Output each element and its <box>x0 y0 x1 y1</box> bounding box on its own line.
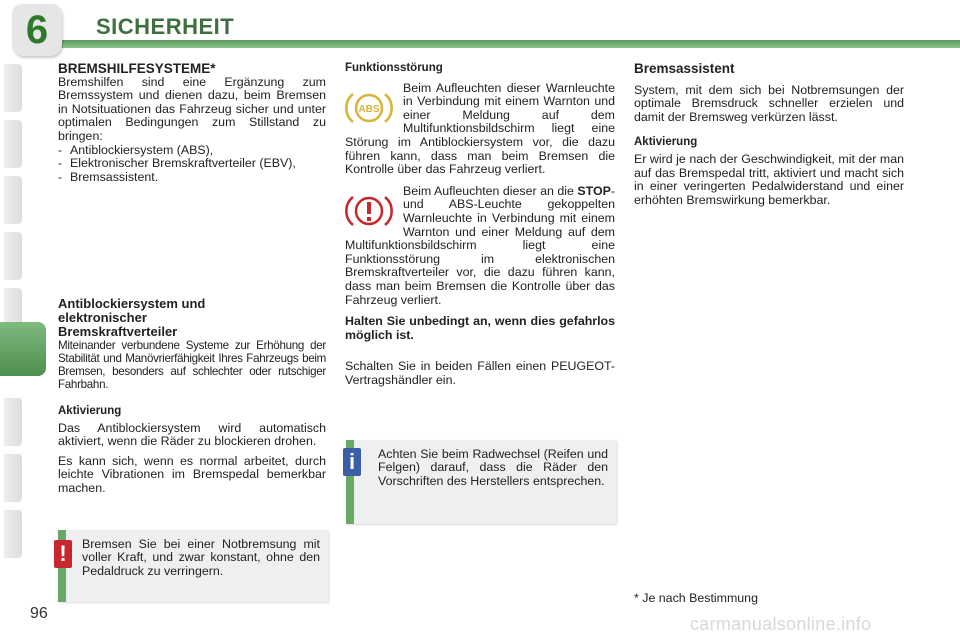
abs-warning-light-icon <box>345 88 393 128</box>
brake-assist-paragraph: System, mit dem sich bei Notbremsungen der optimale Bremsdruck schneller erzielen und damit der Bremsweg verkürzen lässt. <box>634 82 904 124</box>
chapter-tab-8[interactable] <box>4 454 22 502</box>
page-number: 96 <box>30 605 48 622</box>
chapter-tabs <box>0 58 46 578</box>
brake-warning-light-icon <box>345 191 393 231</box>
activation-heading: Aktivierung <box>58 405 122 417</box>
chapter-tab-4[interactable] <box>4 232 22 280</box>
info-note: Achten Sie beim Radwechsel (Reifen und Felgen) darauf, dass die Räder den Vorschriften des Herstellers entsprechen. <box>346 440 616 524</box>
footnote: * Je nach Bestimmung <box>634 591 758 605</box>
abs-heading: Antiblockiersystem und elektronischer Bremskraftverteiler <box>58 296 206 339</box>
chapter-tab-2[interactable] <box>4 120 22 168</box>
malfunction-paragraph-2: Beim Aufleuchten dieser an die STOP- und ABS-Leuchte gekoppelten Warnleuchte in Verbindung mit einem Warnton und einer Meldung auf dem Multifunktionsbildschirm liegt eine Funktionsstörung im elektronischen Bremskraftverteiler vor, die dazu führen kann, dass man beim Bremsen die Kontrolle über das Fahrzeug verliert. <box>345 184 615 307</box>
stop-instruction: Halten Sie unbedingt an, wenn dies gefahrlos möglich ist. <box>345 314 615 342</box>
activation-paragraph-1: Das Antiblockiersystem wird automatisch aktiviert, wenn die Räder zu blockieren drohen. <box>58 420 326 449</box>
list-item: - Bremsassistent. <box>58 169 159 184</box>
chapter-tab-9[interactable] <box>4 510 22 558</box>
column-right <box>634 62 904 207</box>
intro-paragraph: Bremshilfen sind eine Ergänzung zum Bremssystem und dienen dazu, beim Bremsen in Notsituationen das Fahrzeug sicher und unter optimalen Bedingungen zum Stillstand zu bringen: <box>58 74 326 143</box>
warning-note: Bremsen Sie bei einer Notbremsung mit voller Kraft, und zwar konstant, ohne den Pedaldruck zu verringern. <box>58 530 328 602</box>
chapter-tab-7[interactable] <box>4 398 22 446</box>
svg-text:ABS: ABS <box>358 103 380 115</box>
chapter-tab-3[interactable] <box>4 176 22 224</box>
abs-intro: Miteinander verbundene Systeme zur Erhöhung der Stabilität und Manövrierfähigkeit Ihres Fahrzeugs beim Bremsen, besonders auf schlechter oder rutschiger Fahrbahn. <box>58 339 326 391</box>
malfunction-paragraph-1: Beim Aufleuchten dieser Warnleuchte in Verbindung mit einem Warnton und einer Meldung auf dem Multifunktionsbildschirm liegt eine Störung im Antiblockiersystem vor, die dazu führen kann, dass man beim Bremsen die Kontrolle über das Fahrzeug verliert. <box>345 81 615 177</box>
list-item: - Elektronischer Bremskraftverteiler (EBV), <box>58 156 296 171</box>
footer-watermark: carmanualsonline.info <box>690 614 872 634</box>
warning-icon: ! <box>54 540 72 568</box>
header-rule <box>60 40 960 48</box>
activation-paragraph-2: Es kann sich, wenn es normal arbeitet, durch leichte Vibrationen im Bremspedal bemerkbar machen. <box>58 453 326 495</box>
brake-warning-block <box>345 185 615 307</box>
brake-assist-heading: Bremsassistent <box>634 61 735 76</box>
brake-assist-activation-heading: Aktivierung <box>634 136 698 149</box>
section-title: BREMSHILFESYSTEME* <box>58 61 216 76</box>
chapter-tab-6-active[interactable] <box>0 322 46 376</box>
column-left-abs <box>58 297 326 496</box>
abs-warning-block <box>345 82 615 177</box>
brake-assist-activation-paragraph: Er wird je nach der Geschwindigkeit, mit der man auf das Bremspedal tritt, aktiviert und macht sich in einer veringerten Pedalwiderstand und einer erhöhten Bremswirkung bemerkbar. <box>634 151 904 207</box>
dealer-paragraph: Schalten Sie in beiden Fällen einen PEUGEOT-Vertragshändler ein. <box>345 359 615 387</box>
list-item: - Antiblockiersystem (ABS), <box>58 142 214 157</box>
column-left <box>58 62 326 184</box>
page-title: SICHERHEIT <box>96 14 235 39</box>
column-middle <box>345 62 615 387</box>
malfunction-heading: Funktionsstörung <box>345 62 443 74</box>
chapter-number: 6 <box>12 4 62 56</box>
chapter-tab-1[interactable] <box>4 64 22 112</box>
info-icon: i <box>343 448 361 476</box>
